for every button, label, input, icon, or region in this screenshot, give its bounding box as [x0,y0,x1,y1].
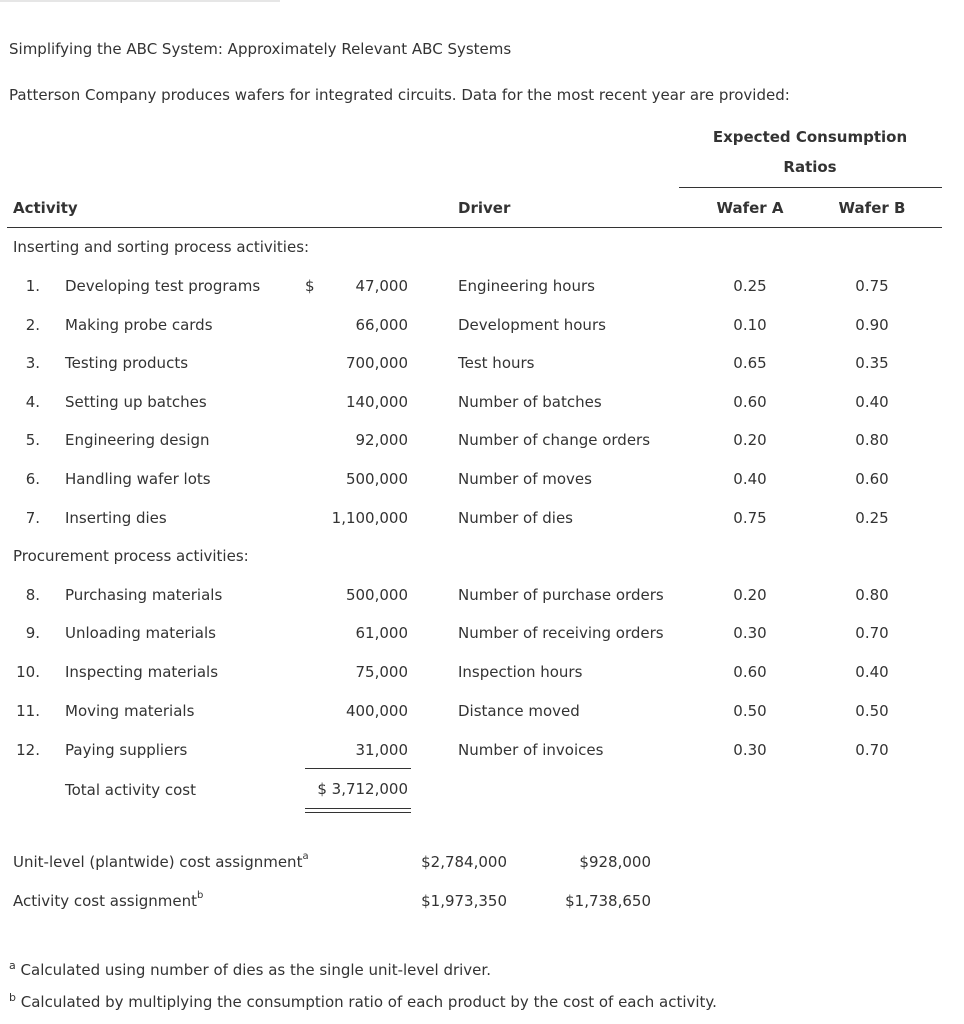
assignment-value-b: $928,000 [579,853,651,871]
activity-cost: 47,000 [355,277,408,295]
activity-name: Moving materials [65,702,195,720]
wafer-a-column-header: Wafer A [716,199,784,217]
activity-column-header: Activity [13,199,78,217]
row-number: 10. [16,663,40,681]
expected-consumption-heading: Expected Consumption [712,128,908,146]
activity-name: Engineering design [65,431,210,449]
top-divider [0,0,280,2]
activity-cost: 75,000 [355,663,408,681]
wafer-b-ratio: 0.75 [855,277,889,295]
total-rule-top [305,768,411,769]
total-rule-double-2 [305,812,411,813]
footnote-mark: a [9,959,16,972]
assignment-unit-level [13,853,309,871]
activity-cost: 700,000 [345,354,408,372]
row-number: 12. [16,741,40,759]
total-label: Total activity cost [65,781,196,799]
activity-driver: Number of purchase orders [458,586,664,604]
header-underline [7,227,942,228]
wafer-a-ratio: 0.30 [733,624,767,642]
page-title: Simplifying the ABC System: Approximately Relevant ABC Systems [9,40,512,58]
row-number: 8. [25,586,40,604]
assignment-label: Activity cost assignment [13,892,197,910]
row-number: 5. [25,431,40,449]
footnote-text: Calculated by multiplying the consumption ratio of each product by the cost of each activity. [20,993,717,1011]
activity-driver: Number of change orders [458,431,651,449]
activity-cost: 500,000 [345,470,408,488]
activity-cost: 140,000 [345,393,408,411]
wafer-a-ratio: 0.75 [733,509,767,527]
footnote-mark: b [9,991,16,1004]
row-number: 2. [25,316,40,334]
activity-driver: Distance moved [458,702,580,720]
row-number: 1. [25,277,40,295]
wafer-b-ratio: 0.80 [855,586,889,604]
wafer-b-ratio: 0.70 [855,624,889,642]
wafer-a-ratio: 0.25 [733,277,767,295]
activity-driver: Engineering hours [458,277,595,295]
activity-name: Making probe cards [65,316,213,334]
wafer-b-ratio: 0.25 [855,509,889,527]
intro-text: Patterson Company produces wafers for integrated circuits. Data for the most recent year are provided: [9,86,790,104]
activity-cost: 61,000 [355,624,408,642]
row-number: 7. [25,509,40,527]
group-label-procurement: Procurement process activities: [13,547,249,565]
activity-driver: Number of dies [458,509,573,527]
assignment-activity [13,892,203,910]
footnote-ref-b: b [197,890,204,901]
footnote-ref-a: a [302,851,309,862]
wafer-a-ratio: 0.60 [733,393,767,411]
total-rule-double-1 [305,808,411,809]
ratios-underline [679,187,942,188]
row-number: 6. [25,470,40,488]
wafer-a-ratio: 0.30 [733,741,767,759]
driver-column-header: Driver [458,199,511,217]
total-value: $ 3,712,000 [317,780,408,798]
assignment-label: Unit-level (plantwide) cost assignment [13,853,303,871]
activity-driver: Number of batches [458,393,602,411]
wafer-b-ratio: 0.35 [855,354,889,372]
activity-name: Inserting dies [65,509,167,527]
activity-name: Testing products [65,354,189,372]
activity-driver: Number of moves [458,470,592,488]
group-label-inserting: Inserting and sorting process activities: [13,238,310,256]
wafer-a-ratio: 0.20 [733,586,767,604]
wafer-b-ratio: 0.50 [855,702,889,720]
currency-symbol: $ [305,277,315,295]
wafer-b-ratio: 0.40 [855,663,889,681]
activity-cost: 400,000 [345,702,408,720]
activity-name: Setting up batches [65,393,207,411]
footnote-b [9,993,717,1011]
wafer-a-ratio: 0.40 [733,470,767,488]
wafer-a-ratio: 0.20 [733,431,767,449]
activity-driver: Inspection hours [458,663,583,681]
activity-driver: Number of receiving orders [458,624,664,642]
activity-name: Purchasing materials [65,586,223,604]
activity-name: Handling wafer lots [65,470,211,488]
activity-cost: 500,000 [345,586,408,604]
activity-name: Paying suppliers [65,741,188,759]
activity-driver: Development hours [458,316,606,334]
assignment-value-a: $1,973,350 [421,892,507,910]
row-number: 3. [25,354,40,372]
wafer-a-ratio: 0.65 [733,354,767,372]
wafer-b-ratio: 0.70 [855,741,889,759]
assignment-value-a: $2,784,000 [421,853,507,871]
activity-name: Unloading materials [65,624,216,642]
assignment-value-b: $1,738,650 [565,892,651,910]
row-number: 11. [16,702,40,720]
wafer-b-ratio: 0.80 [855,431,889,449]
wafer-b-ratio: 0.60 [855,470,889,488]
activity-cost: 92,000 [355,431,408,449]
wafer-a-ratio: 0.60 [733,663,767,681]
footnote-text: Calculated using number of dies as the single unit-level driver. [20,961,491,979]
activity-name: Inspecting materials [65,663,219,681]
wafer-b-column-header: Wafer B [838,199,906,217]
activity-name: Developing test programs [65,277,261,295]
activity-cost: 66,000 [355,316,408,334]
wafer-b-ratio: 0.40 [855,393,889,411]
row-number: 4. [25,393,40,411]
wafer-b-ratio: 0.90 [855,316,889,334]
activity-cost: 31,000 [355,741,408,759]
wafer-a-ratio: 0.50 [733,702,767,720]
wafer-a-ratio: 0.10 [733,316,767,334]
activity-driver: Test hours [458,354,535,372]
activity-driver: Number of invoices [458,741,604,759]
activity-cost: 1,100,000 [331,509,408,527]
footnote-a [9,961,491,979]
ratios-heading: Ratios [783,158,837,176]
row-number: 9. [25,624,40,642]
